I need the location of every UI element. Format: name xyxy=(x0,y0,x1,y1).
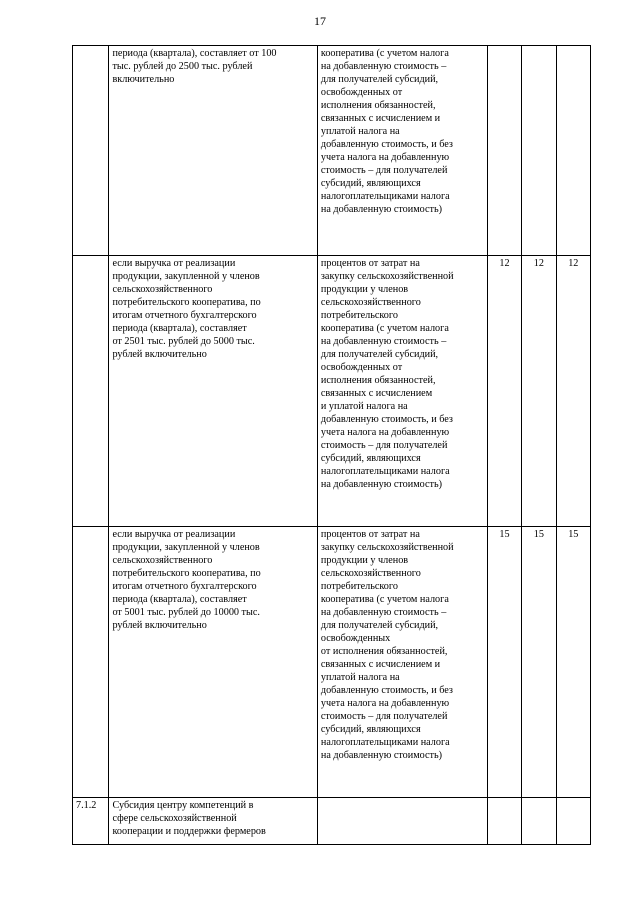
year-3-value-cell: 12 xyxy=(556,256,590,527)
subsidy-rates-table xyxy=(72,45,591,845)
rate-description-cell: кооператива (с учетом налога на добавленную стоимость – для получателей субсидий, освобожденных от исполнения обязанностей, связанных с исчислением и уплатой налога на добавленную стоимость, и без учета налога на добавленную стоимость – для получателей субсидий, являющихся налогоплательщиками налога на добавленную стоимость) xyxy=(317,46,487,256)
year-3-value-cell: 15 xyxy=(556,527,590,798)
year-1-value-cell: 15 xyxy=(487,527,521,798)
year-1-value-cell xyxy=(487,46,521,256)
table-row xyxy=(73,798,591,845)
table-row xyxy=(73,46,591,256)
row-number-cell: 7.1.2 xyxy=(73,798,109,845)
year-3-value-cell xyxy=(556,46,590,256)
page-number: 17 xyxy=(314,14,326,28)
condition-cell: периода (квартала), составляет от 100 тыс. рублей до 2500 тыс. рублей включительно xyxy=(109,46,317,256)
year-2-value-cell: 15 xyxy=(522,527,556,798)
row-number-cell xyxy=(73,256,109,527)
rate-description-cell: процентов от затрат на закупку сельскохозяйственной продукции у членов сельскохозяйственного потребительского кооператива (с учетом налога на добавленную стоимость – для получателей субсидий, освобожденных от исполнения обязанностей, связанных с исчислением и уплатой налога на добавленную стоимость, и без учета налога на добавленную стоимость – для получателей субсидий, являющихся налогоплательщиками налога на добавленную стоимость) xyxy=(317,527,487,798)
condition-cell: если выручка от реализации продукции, закупленной у членов сельскохозяйственного потребительского кооператива, по итогам отчетного бухгалтерского периода (квартала), составляет от 5001 тыс. рублей до 10000 тыс. рублей включительно xyxy=(109,527,317,798)
table-row xyxy=(73,527,591,798)
condition-cell: если выручка от реализации продукции, закупленной у членов сельскохозяйственного потребительского кооператива, по итогам отчетного бухгалтерского периода (квартала), составляет от 2501 тыс. рублей до 5000 тыс. рублей включительно xyxy=(109,256,317,527)
condition-cell: Субсидия центру компетенций в сфере сельскохозяйственной кооперации и поддержки фермеров xyxy=(109,798,317,845)
row-number-cell xyxy=(73,527,109,798)
year-1-value-cell: 12 xyxy=(487,256,521,527)
year-2-value-cell xyxy=(522,46,556,256)
rate-description-cell xyxy=(317,798,487,845)
row-number-cell xyxy=(73,46,109,256)
year-1-value-cell xyxy=(487,798,521,845)
table-row xyxy=(73,256,591,527)
year-2-value-cell: 12 xyxy=(522,256,556,527)
rate-description-cell: процентов от затрат на закупку сельскохозяйственной продукции у членов сельскохозяйственного потребительского кооператива (с учетом налога на добавленную стоимость – для получателей субсидий, освобожденных от исполнения обязанностей, связанных с исчислением и уплатой налога на добавленную стоимость, и без учета налога на добавленную стоимость – для получателей субсидий, являющихся налогоплательщиками налога на добавленную стоимость) xyxy=(317,256,487,527)
year-3-value-cell xyxy=(556,798,590,845)
year-2-value-cell xyxy=(522,798,556,845)
